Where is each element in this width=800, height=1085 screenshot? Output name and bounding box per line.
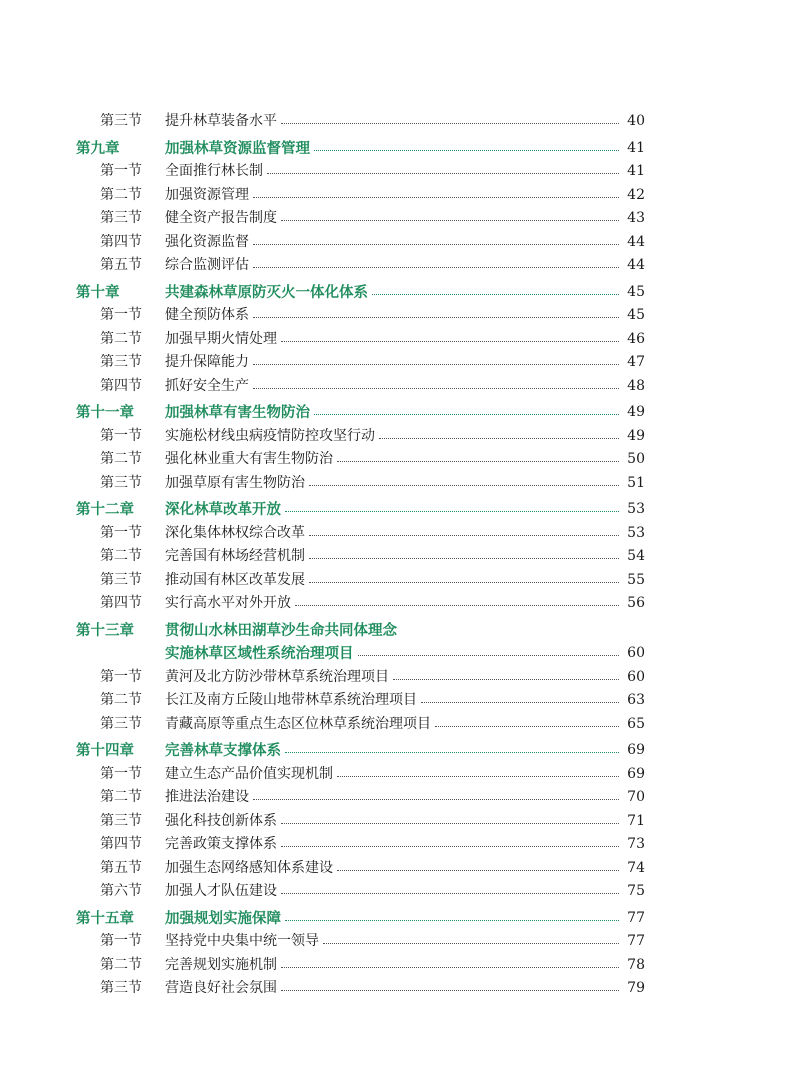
page-number: 77 bbox=[627, 909, 645, 926]
dot-leader bbox=[421, 689, 619, 713]
dot-leader bbox=[281, 110, 619, 134]
page-number: 47 bbox=[627, 354, 645, 370]
page-number: 49 bbox=[627, 427, 645, 444]
toc-section-entry[interactable] bbox=[0, 207, 800, 231]
page-number: 69 bbox=[627, 765, 645, 782]
entry-title: 完善规划实施机制 bbox=[165, 956, 277, 973]
entry-title: 加强早期火情处理 bbox=[165, 330, 277, 347]
entry-title: 加强生态网络感知体系建设 bbox=[165, 859, 333, 876]
entry-number: 第十五章 bbox=[76, 909, 134, 927]
dot-leader bbox=[323, 930, 619, 954]
dot-leader bbox=[281, 954, 619, 978]
page-number: 40 bbox=[627, 113, 645, 129]
entry-number: 第四节 bbox=[100, 233, 142, 250]
dot-leader bbox=[285, 739, 619, 763]
entry-title: 推动国有林区改革发展 bbox=[165, 571, 305, 588]
page-number: 56 bbox=[627, 595, 645, 611]
entry-title: 加强规划实施保障 bbox=[165, 909, 281, 927]
entry-title: 健全资产报告制度 bbox=[165, 210, 277, 226]
entry-title: 贯彻山水林田湖草沙生命共同体理念 bbox=[165, 621, 397, 639]
toc-section-entry[interactable] bbox=[0, 304, 800, 328]
page-number: 42 bbox=[627, 186, 645, 203]
page-number: 48 bbox=[627, 377, 645, 394]
dot-leader bbox=[372, 281, 619, 305]
entry-title: 黄河及北方防沙带林草系统治理项目 bbox=[165, 668, 389, 685]
entry-number: 第十一章 bbox=[76, 404, 134, 421]
dot-leader bbox=[309, 522, 619, 546]
entry-title: 加强资源管理 bbox=[165, 186, 249, 203]
entry-title: 实施松材线虫病疫情防控攻坚行动 bbox=[165, 427, 375, 444]
dot-leader bbox=[285, 498, 619, 522]
dot-leader bbox=[253, 351, 619, 375]
page-number: 45 bbox=[627, 307, 645, 323]
entry-number: 第二节 bbox=[100, 330, 142, 347]
entry-number: 第五节 bbox=[100, 257, 142, 273]
entry-number: 第三节 bbox=[100, 113, 142, 129]
toc-section-entry[interactable] bbox=[0, 713, 800, 737]
dot-leader bbox=[281, 810, 619, 834]
entry-title: 完善政策支撑体系 bbox=[165, 836, 277, 852]
toc-section-entry[interactable] bbox=[0, 448, 800, 472]
dot-leader bbox=[309, 472, 619, 496]
page-number: 54 bbox=[627, 548, 645, 564]
dot-leader bbox=[435, 713, 619, 737]
dot-leader bbox=[253, 184, 619, 208]
toc-section-entry[interactable] bbox=[0, 351, 800, 375]
dot-leader bbox=[267, 160, 619, 184]
entry-number: 第一节 bbox=[100, 163, 142, 179]
entry-title: 共建森林草原防灭火一体化体系 bbox=[165, 283, 368, 301]
entry-number: 第二节 bbox=[100, 548, 142, 564]
entry-number: 第十二章 bbox=[76, 501, 134, 518]
dot-leader bbox=[337, 448, 619, 472]
entry-title: 深化林草改革开放 bbox=[165, 501, 281, 518]
toc-section-entry[interactable] bbox=[0, 763, 800, 787]
dot-leader bbox=[295, 592, 619, 616]
toc-section-entry[interactable] bbox=[0, 425, 800, 449]
dot-leader bbox=[314, 401, 619, 425]
page-number: 77 bbox=[627, 933, 645, 949]
entry-title: 健全预防体系 bbox=[165, 307, 249, 323]
entry-title: 强化资源监督 bbox=[165, 233, 249, 250]
toc-section-entry[interactable] bbox=[0, 160, 800, 184]
page-number: 49 bbox=[627, 404, 645, 420]
dot-leader bbox=[253, 375, 619, 399]
page-number: 74 bbox=[627, 859, 645, 876]
entry-number: 第四节 bbox=[100, 377, 142, 394]
toc-section-entry[interactable] bbox=[0, 954, 800, 978]
dot-leader bbox=[281, 833, 619, 857]
toc-section-entry[interactable] bbox=[0, 545, 800, 569]
entry-title: 加强林草有害生物防治 bbox=[165, 404, 310, 421]
page-number: 53 bbox=[627, 501, 645, 517]
toc-section-entry[interactable] bbox=[0, 857, 800, 881]
page-number: 79 bbox=[627, 980, 645, 996]
toc-chapter-entry[interactable] bbox=[0, 739, 800, 763]
dot-leader bbox=[337, 857, 619, 881]
toc-section-entry[interactable] bbox=[0, 666, 800, 690]
page-number: 60 bbox=[627, 668, 645, 685]
entry-number: 第一节 bbox=[100, 427, 142, 444]
entry-number: 第十章 bbox=[76, 283, 120, 301]
entry-number: 第三节 bbox=[100, 354, 142, 370]
page-number: 71 bbox=[627, 812, 645, 829]
entry-title: 长江及南方丘陵山地带林草系统治理项目 bbox=[165, 692, 417, 708]
toc-section-entry[interactable] bbox=[0, 110, 800, 134]
toc-section-entry[interactable] bbox=[0, 880, 800, 904]
dot-leader bbox=[309, 569, 619, 593]
entry-title: 提升林草装备水平 bbox=[165, 113, 277, 129]
toc-chapter-entry[interactable] bbox=[0, 281, 800, 305]
toc-chapter-entry[interactable] bbox=[0, 401, 800, 425]
page-number: 44 bbox=[627, 233, 645, 250]
dot-leader bbox=[281, 207, 619, 231]
toc-section-entry[interactable] bbox=[0, 522, 800, 546]
page-number: 51 bbox=[627, 474, 645, 491]
toc-chapter-entry[interactable] bbox=[0, 642, 800, 666]
toc-section-entry[interactable] bbox=[0, 930, 800, 954]
entry-number: 第三节 bbox=[100, 474, 142, 491]
toc-section-entry[interactable] bbox=[0, 689, 800, 713]
toc-section-entry[interactable] bbox=[0, 184, 800, 208]
page-number: 70 bbox=[627, 789, 645, 805]
entry-title: 加强人才队伍建设 bbox=[165, 883, 277, 899]
page-number: 53 bbox=[627, 524, 645, 541]
entry-title: 抓好安全生产 bbox=[165, 377, 249, 394]
entry-title: 加强林草资源监督管理 bbox=[165, 139, 310, 157]
entry-title: 强化科技创新体系 bbox=[165, 812, 277, 829]
entry-number: 第二节 bbox=[100, 956, 142, 973]
entry-title: 坚持党中央集中统一领导 bbox=[165, 933, 319, 949]
dot-leader bbox=[253, 254, 619, 278]
entry-title: 实行高水平对外开放 bbox=[165, 595, 291, 611]
table-of-contents bbox=[0, 110, 800, 1001]
toc-chapter-entry[interactable] bbox=[0, 498, 800, 522]
entry-title: 强化林业重大有害生物防治 bbox=[165, 451, 333, 467]
toc-section-entry[interactable] bbox=[0, 786, 800, 810]
entry-title: 建立生态产品价值实现机制 bbox=[165, 765, 333, 782]
page-number: 41 bbox=[627, 139, 645, 156]
page-number: 65 bbox=[627, 715, 645, 732]
dot-leader bbox=[285, 907, 619, 931]
toc-section-entry[interactable] bbox=[0, 231, 800, 255]
entry-number: 第一节 bbox=[100, 765, 142, 782]
entry-number: 第二节 bbox=[100, 789, 142, 805]
entry-title: 青藏高原等重点生态区位林草系统治理项目 bbox=[165, 715, 431, 732]
entry-number: 第十三章 bbox=[76, 621, 134, 639]
entry-number: 第一节 bbox=[100, 933, 142, 949]
entry-title: 综合监测评估 bbox=[165, 257, 249, 273]
entry-number: 第三节 bbox=[100, 715, 142, 732]
entry-number: 第一节 bbox=[100, 524, 142, 541]
page-number: 63 bbox=[627, 692, 645, 708]
entry-number: 第三节 bbox=[100, 812, 142, 829]
page-number: 60 bbox=[627, 645, 645, 661]
dot-leader bbox=[314, 137, 619, 161]
dot-leader bbox=[281, 328, 619, 352]
entry-title: 实施林草区域性系统治理项目 bbox=[165, 645, 354, 662]
page-number: 75 bbox=[627, 883, 645, 899]
toc-chapter-entry[interactable] bbox=[0, 619, 800, 643]
toc-section-entry[interactable] bbox=[0, 833, 800, 857]
dot-leader bbox=[379, 425, 619, 449]
entry-title: 加强草原有害生物防治 bbox=[165, 474, 305, 491]
dot-leader bbox=[309, 545, 619, 569]
toc-section-entry[interactable] bbox=[0, 472, 800, 496]
entry-number: 第四节 bbox=[100, 836, 142, 852]
toc-chapter-entry[interactable] bbox=[0, 137, 800, 161]
entry-number: 第二节 bbox=[100, 186, 142, 203]
entry-number: 第三节 bbox=[100, 980, 142, 996]
entry-title: 完善林草支撑体系 bbox=[165, 742, 281, 759]
page-number: 44 bbox=[627, 257, 645, 273]
page-number: 50 bbox=[627, 451, 645, 467]
dot-leader bbox=[358, 642, 619, 666]
dot-leader bbox=[337, 763, 619, 787]
page-number: 69 bbox=[627, 742, 645, 758]
dot-leader bbox=[281, 977, 619, 1001]
entry-number: 第五节 bbox=[100, 859, 142, 876]
entry-number: 第九章 bbox=[76, 139, 120, 157]
toc-section-entry[interactable] bbox=[0, 254, 800, 278]
toc-section-entry[interactable] bbox=[0, 328, 800, 352]
entry-number: 第二节 bbox=[100, 451, 142, 467]
entry-title: 推进法治建设 bbox=[165, 789, 249, 805]
entry-title: 深化集体林权综合改革 bbox=[165, 524, 305, 541]
entry-number: 第一节 bbox=[100, 307, 142, 323]
entry-number: 第六节 bbox=[100, 883, 142, 899]
toc-chapter-entry[interactable] bbox=[0, 907, 800, 931]
entry-number: 第二节 bbox=[100, 692, 142, 708]
page-number: 43 bbox=[627, 210, 645, 226]
entry-number: 第四节 bbox=[100, 595, 142, 611]
dot-leader bbox=[253, 786, 619, 810]
dot-leader bbox=[393, 666, 619, 690]
entry-number: 第一节 bbox=[100, 668, 142, 685]
page-number: 46 bbox=[627, 330, 645, 347]
toc-section-entry[interactable] bbox=[0, 592, 800, 616]
page-number: 41 bbox=[627, 163, 645, 179]
toc-section-entry[interactable] bbox=[0, 569, 800, 593]
page-number: 45 bbox=[627, 283, 645, 300]
toc-section-entry[interactable] bbox=[0, 375, 800, 399]
toc-section-entry[interactable] bbox=[0, 810, 800, 834]
entry-title: 全面推行林长制 bbox=[165, 163, 263, 179]
page-number: 55 bbox=[627, 571, 645, 588]
dot-leader bbox=[281, 880, 619, 904]
entry-number: 第三节 bbox=[100, 210, 142, 226]
entry-number: 第三节 bbox=[100, 571, 142, 588]
page-number: 73 bbox=[627, 836, 645, 852]
entry-title: 提升保障能力 bbox=[165, 354, 249, 370]
entry-title: 完善国有林场经营机制 bbox=[165, 548, 305, 564]
toc-section-entry[interactable] bbox=[0, 977, 800, 1001]
page-number: 78 bbox=[627, 956, 645, 973]
dot-leader bbox=[253, 304, 619, 328]
entry-number: 第十四章 bbox=[76, 742, 134, 759]
entry-title: 营造良好社会氛围 bbox=[165, 980, 277, 996]
dot-leader bbox=[253, 231, 619, 255]
